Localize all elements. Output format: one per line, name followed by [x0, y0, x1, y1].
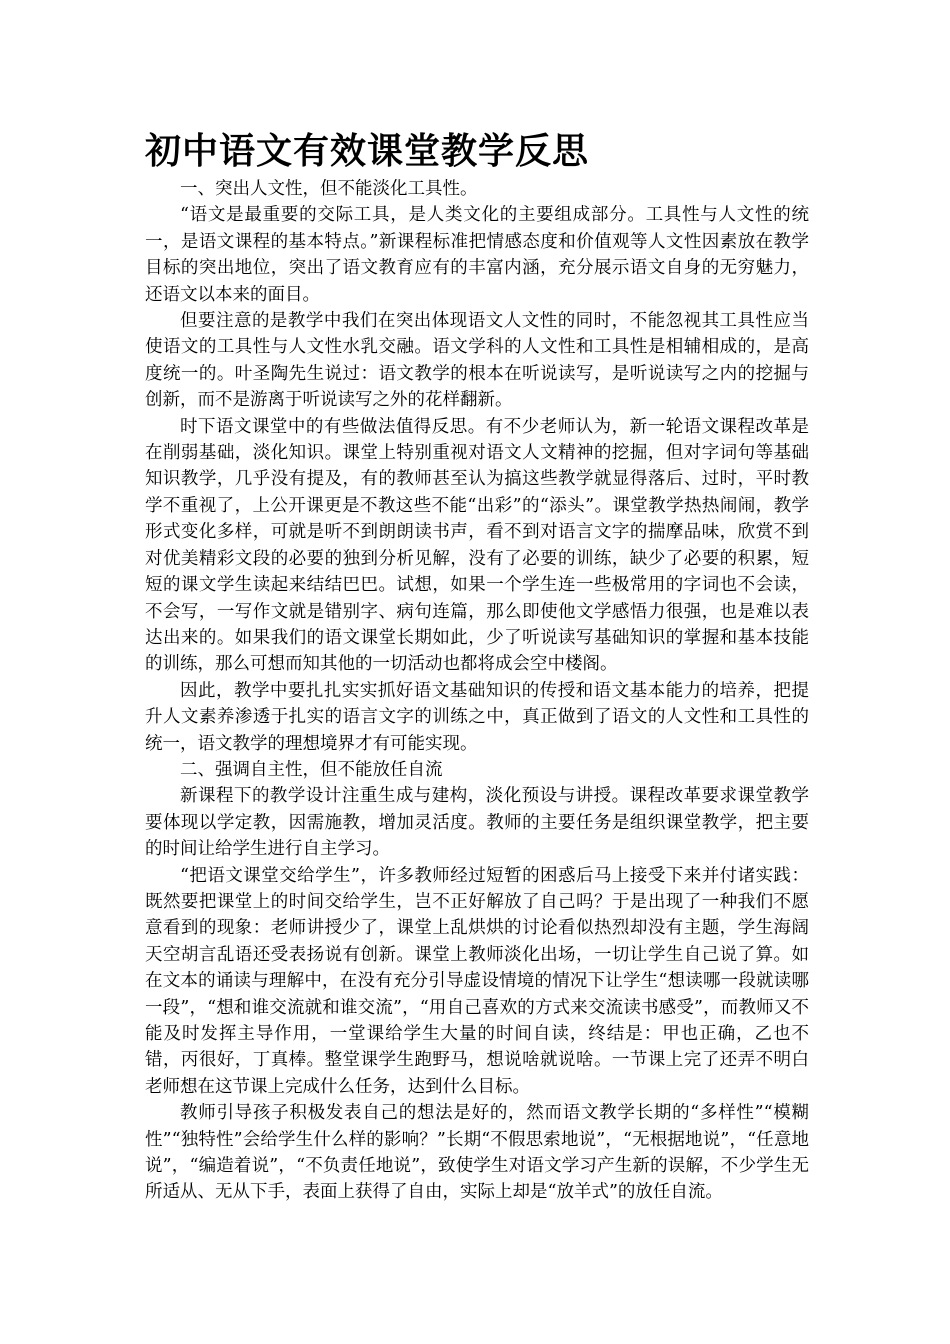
document-page — [145, 126, 809, 1206]
document-body — [145, 176, 809, 1206]
paragraph-1: “语文是最重要的交际工具，是人类文化的主要组成部分。工具性与人文性的统一，是语文课程的基本特点。”新课程标准把情感态度和价值观等人文性因素放在教学目标的突出地位，突出了语文教育应有的丰富内涵，充分展示语文自身的无穷魅力，还语文以本来的面目。 — [145, 205, 809, 305]
section-heading-1: 一、突出人文性，但不能淡化工具性。 — [180, 179, 478, 199]
paragraph-4: 因此，教学中要扎扎实实抓好语文基础知识的传授和语文基本能力的培养，把提升人文素养渗透于扎实的语言文字的训练之中，真正做到了语文的人文性和工具性的统一，语文教学的理想境界才有可能实现。 — [145, 680, 809, 754]
paragraph-6: “把语文课堂交给学生”，许多教师经过短暂的困惑后马上接受下来并付诸实践：既然要把课堂上的时间交给学生，岂不正好解放了自己吗？于是出现了一种我们不愿意看到的现象：老师讲授少了，课堂上乱烘烘的讨论看似热烈却没有主题，学生海阔天空胡言乱语还受表扬说有创新。课堂上教师淡化出场，一切让学生自己说了算。如在文本的诵读与理解中，在没有充分引导虚设情境的情况下让学生“想读哪一段就读哪一段”，“想和谁交流就和谁交流”，“用自己喜欢的方式来交流读书感受”，而教师又不能及时发挥主导作用，一堂课给学生大量的时间自读，终结是：甲也正确，乙也不错，丙很好，丁真棒。整堂课学生跑野马，想说啥就说啥。一节课上完了还弄不明白老师想在这节课上完成什么任务，达到什么目标。 — [145, 865, 809, 1097]
paragraph-5: 新课程下的教学设计注重生成与建构，淡化预设与讲授。课程改革要求课堂教学要体现以学定教，因需施教，增加灵活度。教师的主要任务是组织课堂教学，把主要的时间让给学生进行自主学习。 — [145, 786, 809, 860]
paragraph-7: 教师引导孩子积极发表自己的想法是好的，然而语文教学长期的“多样性”“模糊性”“独特性”会给学生什么样的影响？”长期“不假思索地说”，“无根据地说”，“任意地说”，“编造着说”，“不负责任地说”，致使学生对语文学习产生新的误解，不少学生无所适从、无从下手，表面上获得了自由，实际上却是“放羊式”的放任自流。 — [145, 1103, 809, 1203]
paragraph-3: 时下语文课堂中的有些做法值得反思。有不少老师认为，新一轮语文课程改革是在削弱基础，淡化知识。课堂上特别重视对语文人文精神的挖掘，但对字词句等基础知识教学，几乎没有提及，有的教师甚至认为搞这些教学就显得落后、过时，平时教学不重视了，上公开课更是不教这些不能“出彩”的“添头”。课堂教学热热闹闹，教学形式变化多样，可就是听不到朗朗读书声，看不到对语言文字的揣摩品味，欣赏不到对优美精彩文段的必要的独到分析见解，没有了必要的训练，缺少了必要的积累，短短的课文学生读起来结结巴巴。试想，如果一个学生连一些极常用的字词也不会读，不会写，一写作文就是错别字、病句连篇，那么即使他文学感悟力很强，也是难以表达出来的。如果我们的语文课堂长期如此，少了听说读写基础知识的掌握和基本技能的训练，那么可想而知其他的一切活动也都将成会空中楼阁。 — [145, 416, 809, 675]
document-title: 初中语文有效课堂教学反思 — [145, 130, 590, 172]
paragraph-2: 但要注意的是教学中我们在突出体现语文人文性的同时，不能忽视其工具性应当使语文的工具性与人文性水乳交融。语文学科的人文性和工具性是相辅相成的，是高度统一的。叶圣陶先生说过：语文教学的根本在听说读写，是听说读写之内的挖掘与创新，而不是游离于听说读写之外的花样翻新。 — [145, 311, 809, 411]
section-heading-2: 二、强调自主性，但不能放任自流 — [180, 759, 443, 780]
